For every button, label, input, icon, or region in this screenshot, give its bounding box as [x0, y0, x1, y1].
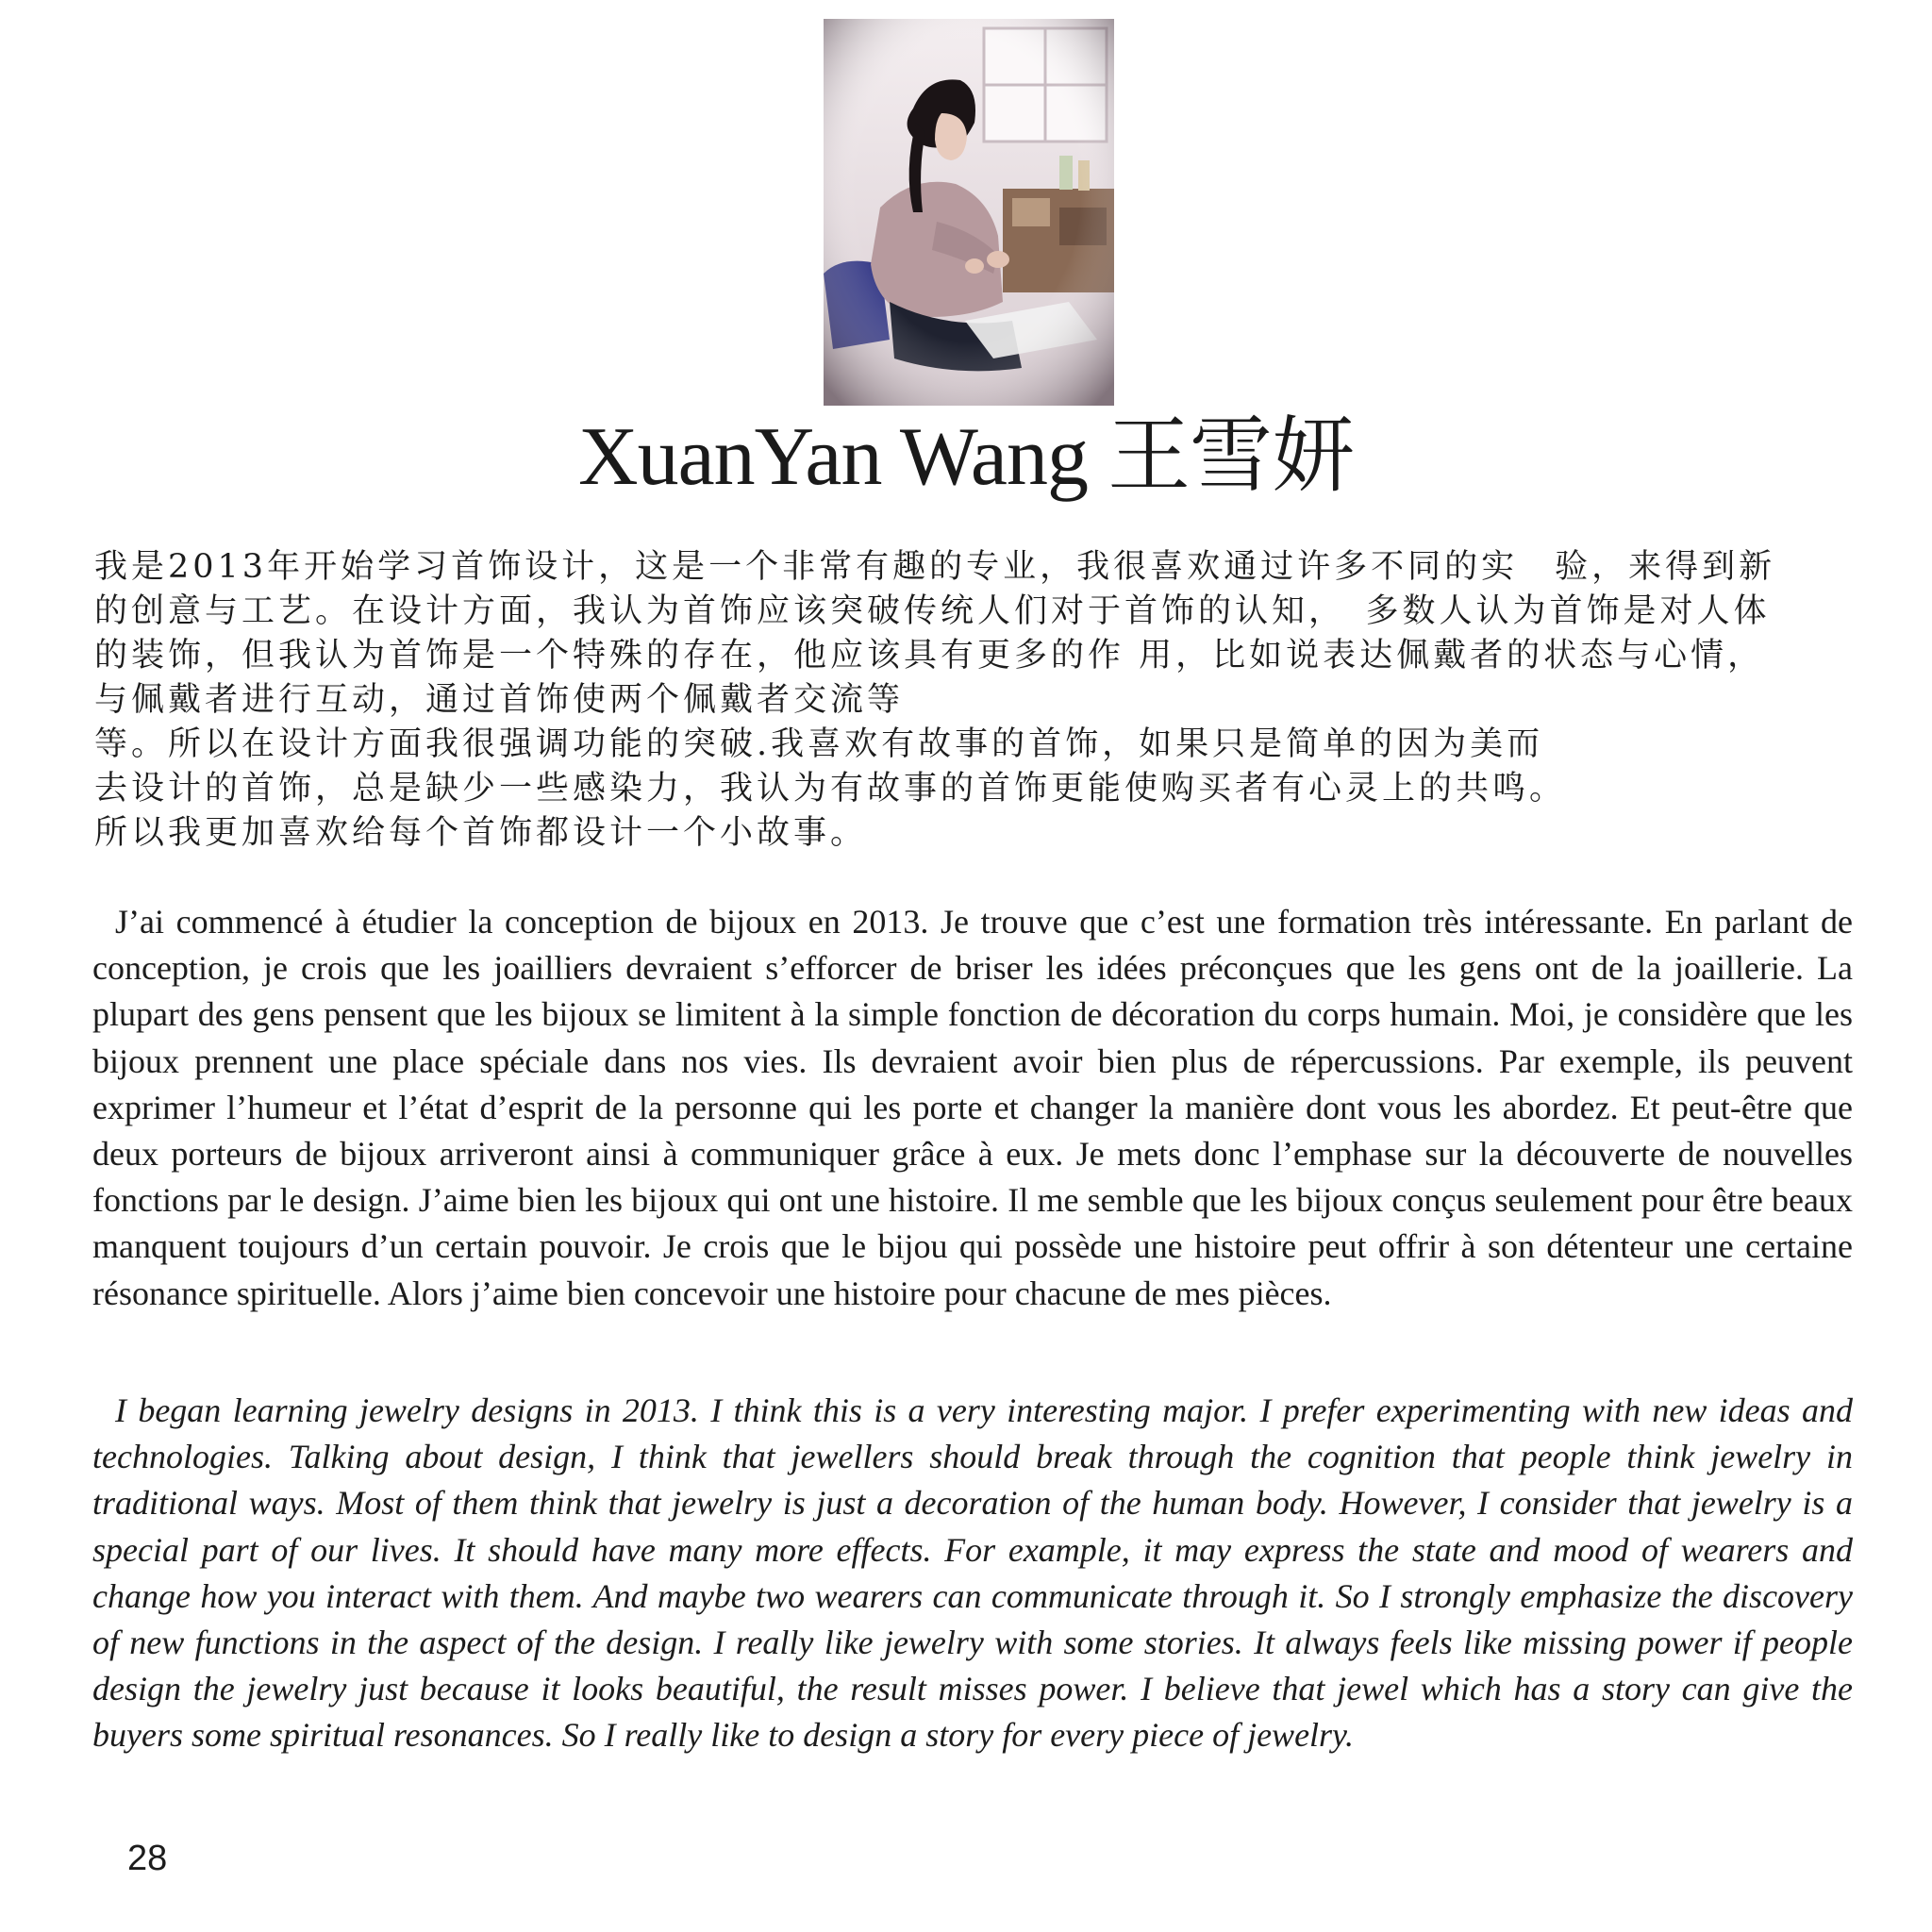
profile-photo-image [824, 19, 1114, 406]
english-paragraph: I began learning jewelry designs in 2013. I think this is a very interesting major. I prefer experimenting with new ideas and technologies. Talking about design, I think that jewellers should break through the cognition that people think jewelry in traditional ways. Most of them think that jewelry is just a decoration of the human body. However, I consider that jewelry is a special part of our lives. It should have many more effects. For example, it may express the state and mood of wearers and change how you interact with them. And maybe two wearers can communicate through it. So I strongly emphasize the discovery of new functions in the aspect of the design. I really like jewelry with some stories. It always feels like missing power if people design the jewelry just because it looks beautiful, the result misses power. I believe that jewel which has a story can give the buyers some spiritual resonances. So I really like to design a story for every piece of jewelry. [92, 1391, 1853, 1755]
chinese-line: 的创意与工艺。在设计方面，我认为首饰应该突破传统人们对于首饰的认知， 多数人认为首饰是对人体 [94, 592, 1771, 630]
chinese-line: 去设计的首饰，总是缺少一些感染力，我认为有故事的首饰更能使购买者有心灵上的共鸣。 [94, 770, 1567, 808]
chinese-line: 我是2013年开始学习首饰设计，这是一个非常有趣的专业，我很喜欢通过许多不同的实 验，来得到新 [94, 548, 1776, 586]
chinese-line: 的装饰，但我认为首饰是一个特殊的存在，他应该具有更多的作 用，比如说表达佩戴者的状态与心情， [94, 637, 1765, 675]
page-number: 28 [127, 1839, 168, 1878]
french-paragraph: J’ai commencé à étudier la conception de bijoux en 2013. Je trouve que c’est une formation très intéressante. En parlant de conception, je crois que les joailliers devraient s’efforcer de briser les idées préconçues que les gens ont de la joaillerie. La plupart des gens pensent que les bijoux se limitent à la simple fonction de décoration du corps humain. Moi, je considère que les bijoux prennent une place spéciale dans nos vies. Ils devraient avoir bien plus de répercussions. Par exemple, ils peuvent exprimer l’humeur et l’état d’esprit de la personne qui les porte et changer la manière dont vous les abordez. Et peut-être que deux porteurs de bijoux arriveront ainsi à communiquer grâce à eux. Je mets donc l’emphase sur la découverte de nouvelles fonctions par le design. J’aime bien les bijoux qui ont une histoire. Il me semble que les bijoux conçus seulement pour être beaux manquent toujours d’un certain pouvoir. Je crois que le bijou qui possède une histoire peut offrir à son détenteur une certaine résonance spirituelle. Alors j’aime bien concevoir une histoire pour chacune de mes pièces. [92, 903, 1853, 1312]
chinese-line: 等。所以在设计方面我很强调功能的突破.我喜欢有故事的首饰，如果只是简单的因为美而 [94, 725, 1544, 763]
designer-name: XuanYan Wang 王雪妍 [578, 411, 1354, 503]
chinese-line: 与佩戴者进行互动，通过首饰使两个佩戴者交流等 [94, 681, 905, 719]
chinese-line: 所以我更加喜欢给每个首饰都设计一个小故事。 [94, 814, 868, 852]
chinese-paragraph [94, 545, 1858, 856]
profile-photo [824, 19, 1114, 406]
